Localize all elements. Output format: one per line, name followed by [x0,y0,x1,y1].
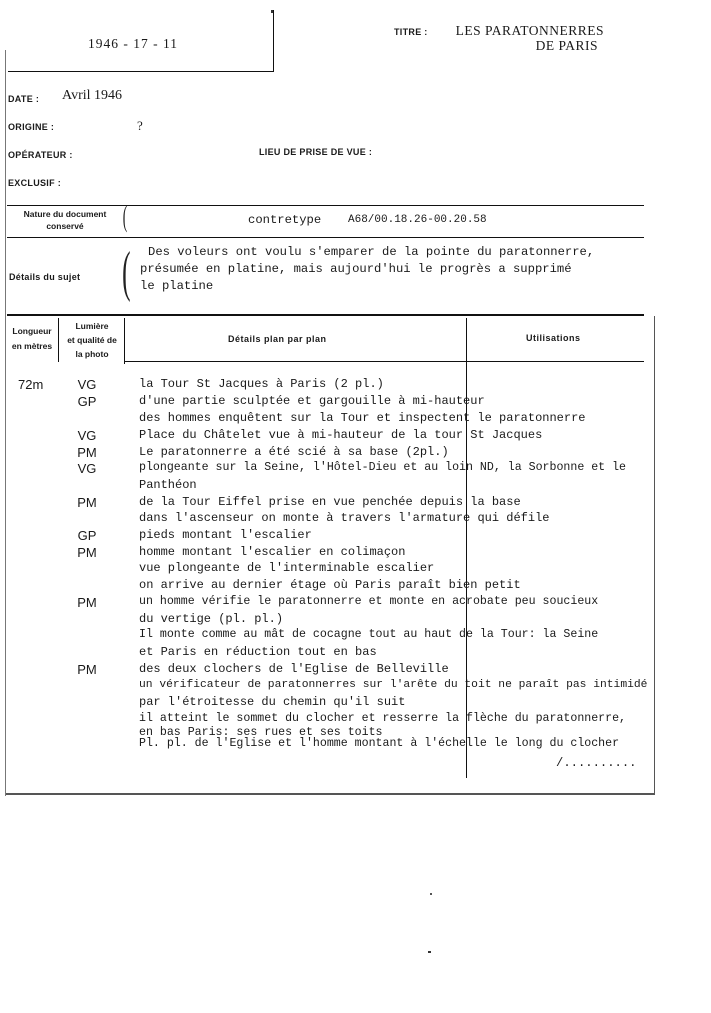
page-right-edge [654,316,655,794]
page-left-edge [5,50,6,796]
table-row: dans l'ascenseur on monte à travers l'armature qui défile [139,511,550,525]
quality-cell: PM [77,495,97,510]
scan-speck [428,951,431,953]
details-line-2: présumée en platine, mais aujourd'hui le progrès a supprimé [140,262,572,276]
length-value: 72m [18,377,44,392]
table-row: la Tour St Jacques à Paris (2 pl.) [139,377,384,391]
table-row: homme montant l'escalier en colimaçon [139,545,406,559]
scan-speck [271,10,273,13]
quality-cell: PM [77,545,97,560]
quality-cell: PM [77,595,97,610]
table-row: de la Tour Eiffel prise en vue penchée depuis la base [139,495,521,509]
lieu-label: LIEU DE PRISE DE VUE : [259,147,373,157]
details-top-rule [7,237,644,238]
title-line-1: LES PARATONNERRES [455,23,604,38]
table-row: du vertige (pl. pl.) [139,612,284,626]
reference-number: 1946 - 17 - 11 [88,36,178,51]
header-divider [273,10,274,72]
nature-brace: ( [122,200,128,233]
quality-cell: PM [77,445,97,460]
details-sujet-label: Détails du sujet [9,272,81,282]
table-row: Panthéon [139,478,197,492]
table-row: des deux clochers de l'Eglise de Belleville [139,662,449,676]
table-row: vue plongeante de l'interminable escalier [139,561,435,575]
table-row: il atteint le sommet du clocher et resserre la flèche du paratonnerre, [139,712,627,725]
header-underline [8,71,274,72]
table-row: Le paratonnerre a été scié à sa base (2pl.) [139,445,449,459]
title-label: TITRE : [394,27,428,37]
details-line-1: Des voleurs ont voulu s'emparer de la pointe du paratonnerre, [148,245,595,259]
table-row: par l'étroitesse du chemin qu'il suit [139,695,406,709]
col-rule-3 [466,318,467,778]
scan-speck [430,893,432,895]
nature-code: A68/00.18.26-00.20.58 [348,214,487,226]
table-row: plongeante sur la Seine, l'Hôtel-Dieu et au loin ND, la Sorbonne et le [139,461,627,474]
col-longueur-line-2: en mètres [11,341,53,351]
table-bottom-rule [6,793,655,795]
exclusif-label: EXCLUSIF : [8,178,62,188]
quality-cell: GP [77,394,97,409]
table-row: Il monte comme au mât de cocagne tout au haut de la Tour: la Seine [139,628,599,641]
table-header-rule [124,361,644,362]
operateur-label: OPÉRATEUR : [8,150,73,160]
date-value: Avril 1946 [62,88,123,103]
table-row: et Paris en réduction tout en bas [139,645,377,659]
col-utilisations: Utilisations [526,333,581,343]
origine-value: ? [137,118,143,133]
table-row: en bas Paris: ses rues et ses toits [139,726,383,739]
col-lumiere-line-3: la photo [75,349,109,359]
quality-cell: GP [77,528,97,543]
details-brace: ( [122,241,131,303]
table-top-rule [7,314,644,316]
col-longueur-line-1: Longueur [12,326,52,336]
col-lumiere-line-1: Lumière [75,321,109,331]
nature-value: contretype [248,213,322,227]
nature-label-line-1: Nature du document [23,209,107,219]
table-row: d'une partie sculptée et gargouille à mi-hauteur [139,394,485,408]
table-row: des hommes enquêtent sur la Tour et inspectent le paratonnerre [139,411,586,425]
quality-cell: VG [77,377,97,392]
table-row: on arrive au dernier étage où Paris paraît bien petit [139,578,521,592]
quality-cell: VG [77,461,97,476]
table-row: pieds montant l'escalier [139,528,312,542]
col-details-plan: Détails plan par plan [228,334,327,344]
origine-label: ORIGINE : [8,122,55,132]
table-row: un homme vérifie le paratonnerre et monte en acrobate peu soucieux [139,595,599,608]
quality-cell: PM [77,662,97,677]
table-row: Place du Châtelet vue à mi-hauteur de la tour St Jacques [139,428,543,442]
col-lumiere-line-2: et qualité de [67,335,117,345]
quality-cell: VG [77,428,97,443]
nature-label-line-2: conservé [46,221,84,231]
continuation-marker: /.......... [556,756,637,770]
table-row: un vérificateur de paratonnerres sur l'arête du toit ne paraît pas intimidé [139,679,648,691]
nature-top-rule [7,205,644,206]
details-line-3: le platine [140,279,214,293]
title-line-2: DE PARIS [535,38,598,53]
date-label: DATE : [8,94,40,104]
table-row: Pl. pl. de l'Eglise et l'homme montant à l'échelle le long du clocher [139,737,620,750]
col-rule-1 [58,318,59,362]
col-rule-2 [124,318,125,364]
